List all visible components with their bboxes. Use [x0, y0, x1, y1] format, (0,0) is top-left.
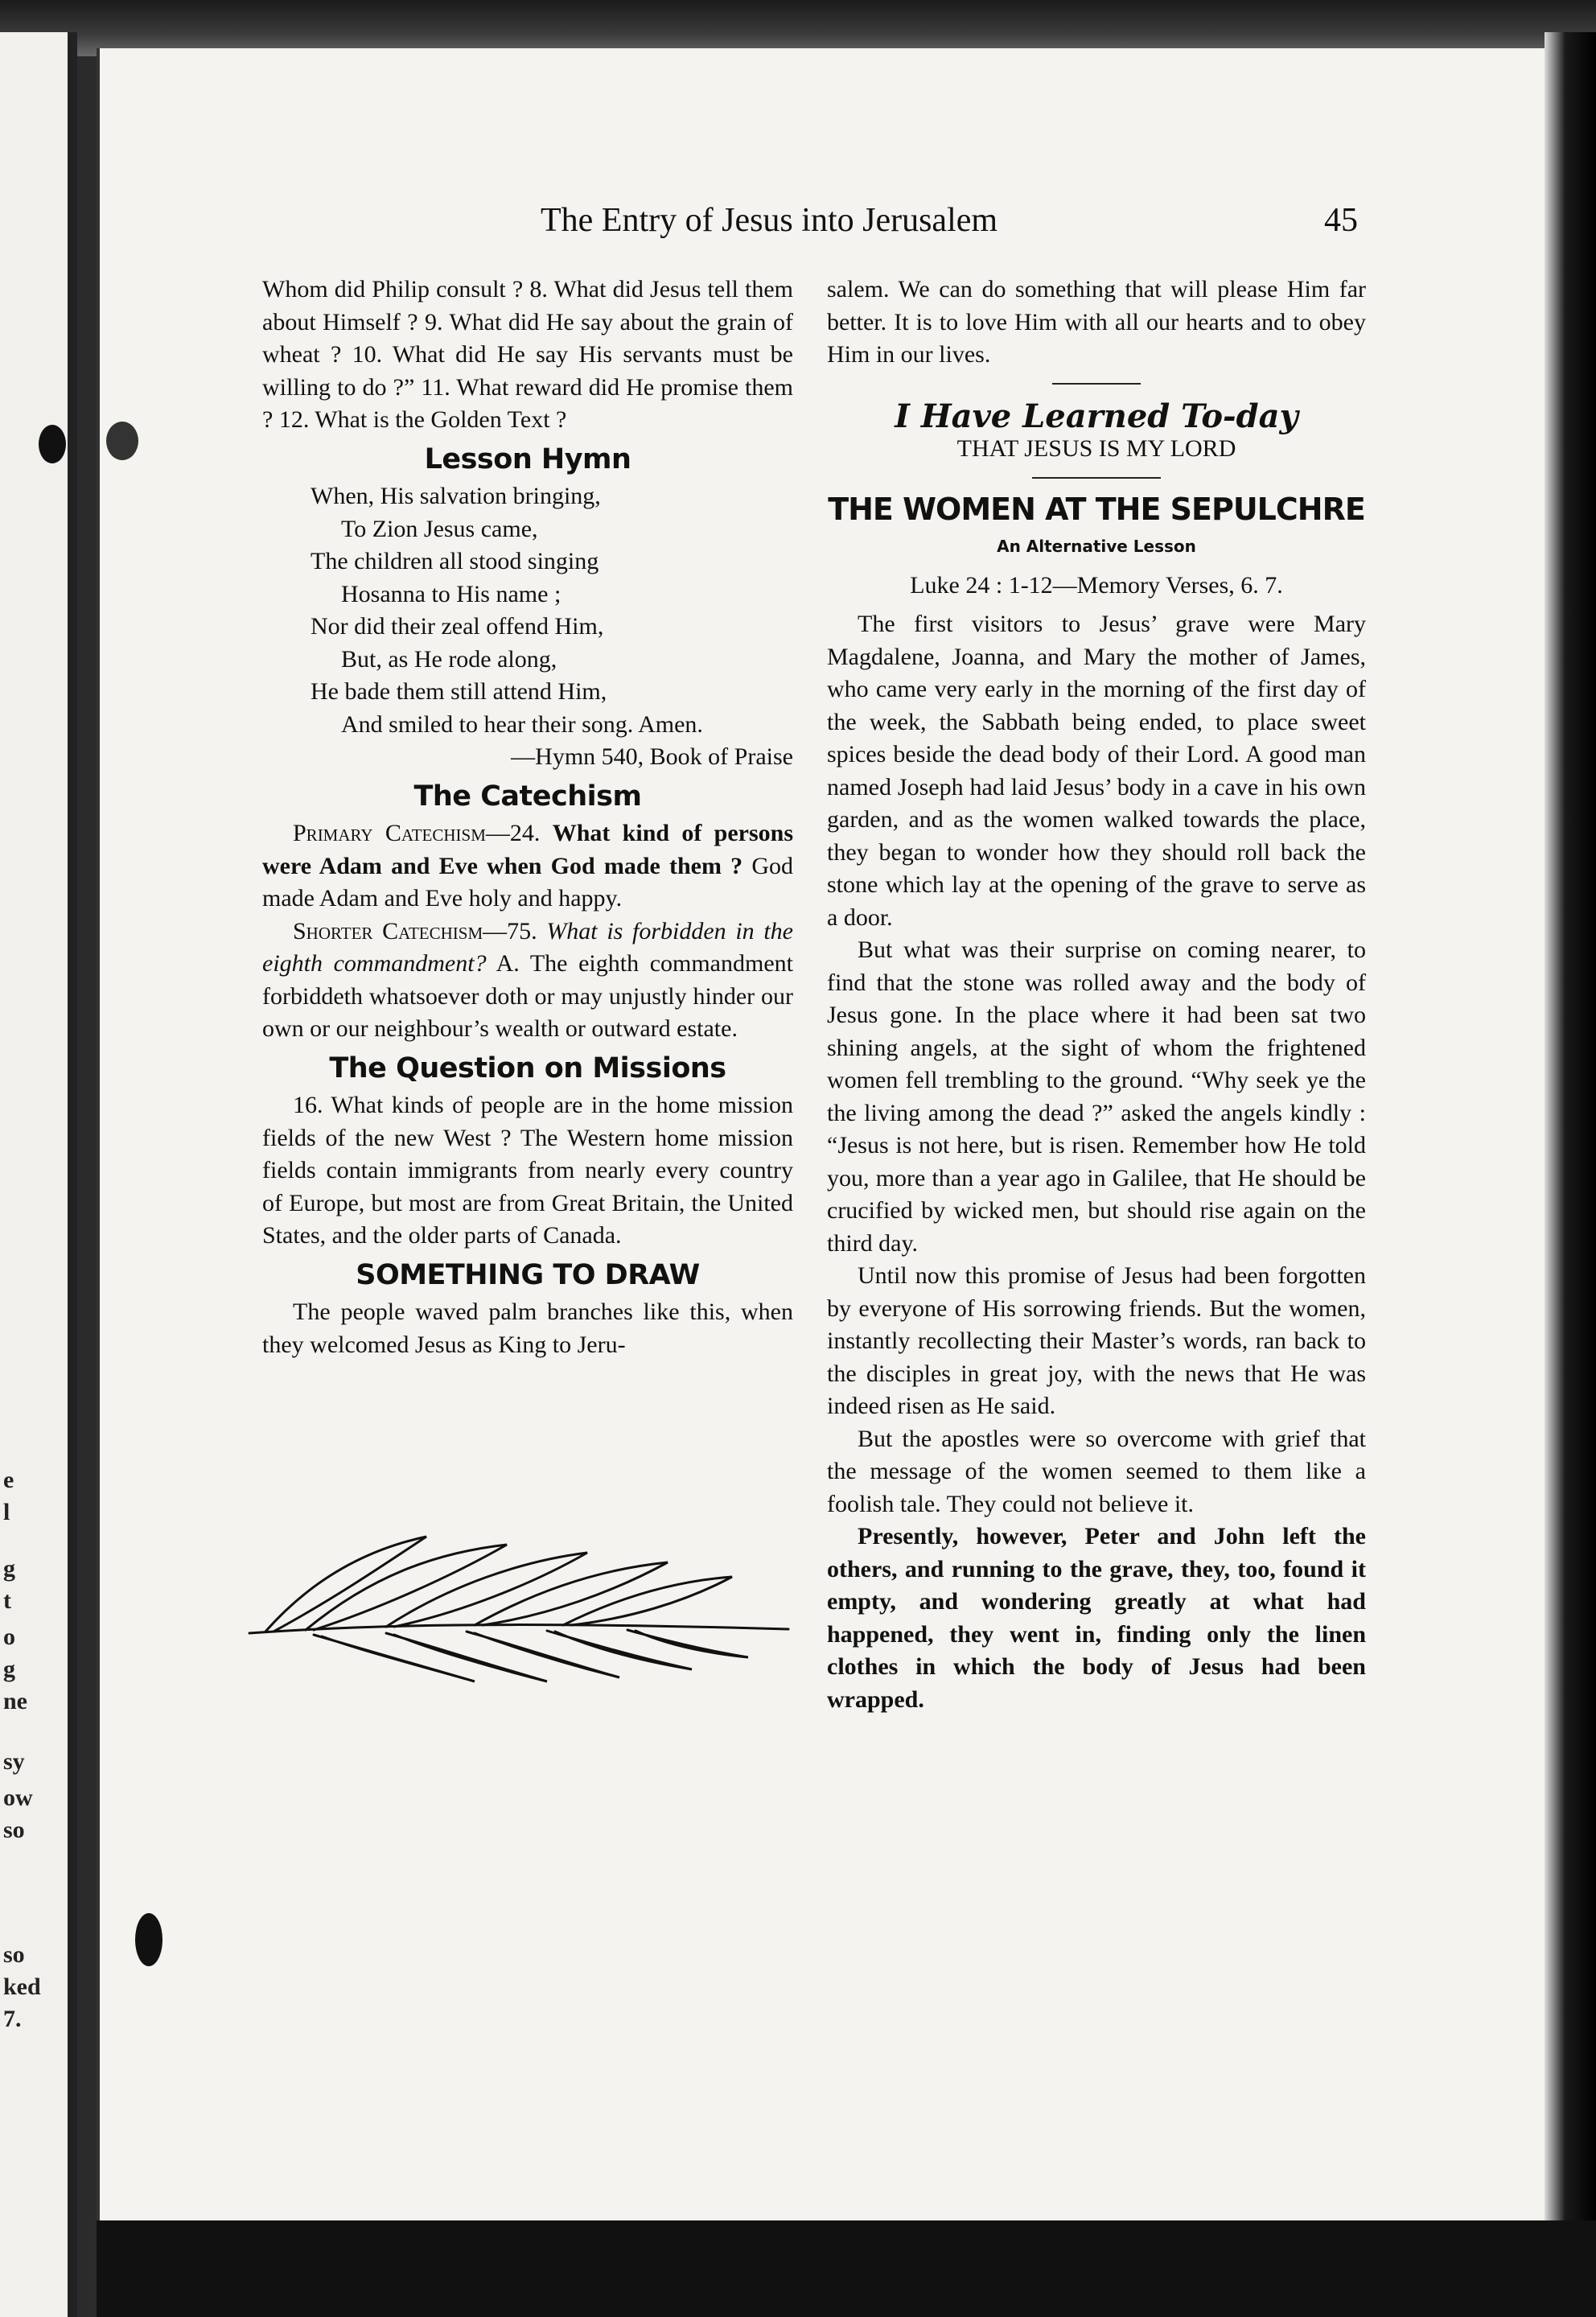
hymn-line: To Zion Jesus came,: [341, 515, 538, 542]
review-questions: Whom did Philip consult ? 8. What did Jesus tell them about Himself ? 9. What did He say about the grain of wheat ? 10. What did He say His servants must be willing to do ?” 11. What reward did He promise them ? 12. What is the Golden Text ?: [262, 276, 793, 433]
margin-fragment: so: [3, 1941, 25, 1968]
divider-rule: [1052, 383, 1141, 385]
palm-stem: [249, 1625, 788, 1633]
lesson-paragraph: But what was their surprise on coming nearer, to find that the stone was rolled away and the body of Jesus gone. In the place where it had been sat two shining angels, at the sight of whom the frightened women fell trembling to the ground. “Why seek ye the the living among the dead ?” asked the angels kindly : “Jesus is not here, but is risen. Remember how He told you, more than a year ago in Galilee, that He should be crucified by wicked men, but should rise again on the third day.: [827, 936, 1366, 1257]
margin-fragment: l: [3, 1499, 10, 1525]
hymn-line: He bade them still attend Him,: [311, 678, 607, 705]
palm-branch-drawing: [241, 1529, 796, 1689]
binding-hole: [39, 425, 66, 463]
hymn-line: The children all stood singing: [311, 548, 599, 574]
previous-page-edge: [0, 32, 77, 2317]
margin-fragment: 7.: [3, 2006, 22, 2032]
binding-hole: [106, 422, 138, 460]
missions-heading: The Question on Missions: [329, 1051, 726, 1084]
margin-fragment: g: [3, 1656, 15, 1682]
lesson-paragraph: The first visitors to Jesus’ grave were Mary Magdalene, Joanna, and Mary the mother of James, who came very early in the morning of the first day of the week, the Sabbath being ended, to place sweet spices beside the dead body of their Lord. A good man named Joseph had laid Jesus’ body in a cave in his own garden, and as the women walked towards the place, they began to wonder how they should roll back the stone which lay at the opening of the grave to serve as a door.: [827, 611, 1366, 931]
scan-bottom-edge: [97, 2220, 1596, 2317]
lesson-paragraph: Presently, however, Peter and John left the others, and running to the grave, they, too, found it empty, and wondering greatly at what had happened, they went in, finding only the linen clothes in which the body of Jesus had been wrapped.: [827, 1523, 1366, 1713]
draw-heading: SOMETHING TO DRAW: [356, 1258, 700, 1291]
left-column: [262, 274, 793, 1361]
margin-fragment: ne: [3, 1688, 27, 1714]
continuation-text: salem. We can do something that will please Him far better. It is to love Him with all our hearts and to obey Him in our lives.: [827, 276, 1366, 368]
margin-fragment: g: [3, 1555, 15, 1582]
margin-fragment: o: [3, 1624, 15, 1650]
margin-fragment: ow: [3, 1784, 33, 1811]
primary-catechism-question: What kind of persons were Adam and Eve when God made them ?: [262, 820, 794, 879]
margin-fragment: sy: [3, 1748, 25, 1775]
running-title: The Entry of Jesus into Jerusalem: [541, 202, 998, 239]
hymn-line: Hosanna to His name ;: [341, 580, 561, 607]
page-right-edge: [1545, 32, 1596, 2317]
learned-today-text: THAT JESUS IS MY LORD: [956, 435, 1236, 462]
hymn-line: Nor did their zeal offend Him,: [311, 613, 604, 640]
palm-leaf: [563, 1577, 732, 1625]
margin-fragment: so: [3, 1817, 25, 1843]
lesson-paragraph: But the apostles were so overcome with grief that the message of the women seemed to them like a foolish tale. They could not believe it.: [827, 1425, 1366, 1517]
hymn-verse: [262, 480, 793, 774]
draw-text: The people waved palm branches like this, when they welcomed Jesus as King to Jeru-: [262, 1298, 793, 1358]
primary-catechism-answer: God made Adam and Eve holy and happy.: [262, 852, 793, 912]
shorter-catechism-answer: A. The eighth commandment forbiddeth whatsoever doth or may unjustly hinder our own or our neighbour’s wealth or outward estate.: [262, 950, 793, 1042]
palm-leaf: [386, 1633, 547, 1681]
palm-leaf: [306, 1545, 507, 1630]
book-gutter: [68, 32, 77, 2317]
memory-verses: Luke 24 : 1-12—Memory Verses, 6. 7.: [910, 571, 1283, 599]
margin-fragment: t: [3, 1587, 11, 1614]
margin-fragment: ked: [3, 1973, 41, 2000]
catechism-heading: The Catechism: [413, 780, 642, 813]
lesson-subtitle: An Alternative Lesson: [997, 537, 1196, 556]
primary-catechism: [262, 817, 793, 916]
learned-today-heading: I Have Learned To-day: [895, 397, 1298, 435]
right-column: [827, 274, 1366, 1716]
hymn-attribution: —Hymn 540, Book of Praise: [511, 743, 793, 770]
binding-hole: [135, 1913, 162, 1966]
lesson-hymn-heading: Lesson Hymn: [424, 442, 631, 475]
lesson-paragraph: Until now this promise of Jesus had been forgotten by everyone of His sorrowing friends. But the women, instantly recollecting their Master’s words, ran back to the disciples in great joy, with the news that He was indeed risen as He said.: [827, 1262, 1366, 1419]
palm-leaf: [467, 1632, 619, 1677]
hymn-line: But, as He rode along,: [341, 645, 557, 673]
palm-leaf: [627, 1630, 748, 1657]
shorter-catechism-label: Shorter Catechism—75.: [293, 917, 537, 944]
divider-rule: [1032, 477, 1161, 479]
lesson-title: THE WOMEN AT THE SEPULCHRE: [828, 491, 1365, 527]
palm-leaf: [314, 1635, 475, 1681]
hymn-line: And smiled to hear their song. Amen.: [341, 710, 703, 738]
page-number: 45: [1324, 202, 1358, 239]
hymn-line: When, His salvation bringing,: [311, 483, 601, 509]
shorter-catechism-question: What is forbidden in the eighth commandment?: [262, 917, 794, 977]
primary-catechism-label: Primary Catechism—24.: [293, 820, 541, 846]
missions-text: 16. What kinds of people are in the home mission fields of the new West ? The Western home mission fields contain immigrants from nearly every country of Europe, but most are from Great Britain, the United States, and the older parts of Canada.: [262, 1092, 793, 1249]
shorter-catechism: [262, 916, 793, 1046]
margin-fragment: e: [3, 1467, 14, 1493]
